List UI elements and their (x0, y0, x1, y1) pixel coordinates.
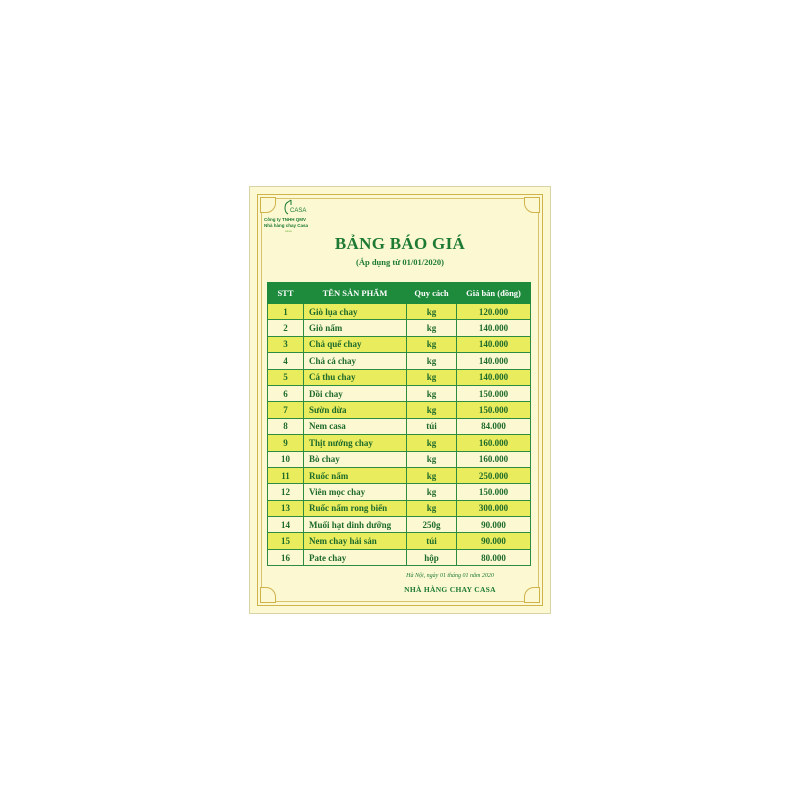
row-stt: 1 (268, 304, 304, 320)
table-row (268, 549, 531, 565)
row-price: 120.000 (457, 304, 531, 320)
row-stt: 13 (268, 500, 304, 516)
row-stt: 16 (268, 549, 304, 565)
row-unit: túi (407, 533, 457, 549)
header-price: Giá bán (đồng) (457, 283, 531, 304)
row-price: 150.000 (457, 484, 531, 500)
row-unit: 250g (407, 517, 457, 533)
row-stt: 2 (268, 320, 304, 336)
header-stt: STT (268, 283, 304, 304)
row-product-name: Cá thu chay (304, 369, 407, 385)
row-stt: 10 (268, 451, 304, 467)
logo-tagline: casa (285, 229, 292, 233)
row-price: 84.000 (457, 418, 531, 434)
row-unit: kg (407, 320, 457, 336)
table-header-row (268, 283, 531, 304)
row-unit: kg (407, 451, 457, 467)
row-price: 140.000 (457, 353, 531, 369)
row-price: 160.000 (457, 435, 531, 451)
row-unit: kg (407, 500, 457, 516)
row-price: 300.000 (457, 500, 531, 516)
row-unit: kg (407, 484, 457, 500)
footer-date: Hà Nội, ngày 01 tháng 01 năm 2020 (406, 573, 494, 579)
row-product-name: Thịt nướng chay (304, 435, 407, 451)
table-row (268, 336, 531, 352)
row-product-name: Nem chay hải sản (304, 533, 407, 549)
page-title: BẢNG BÁO GIÁ (334, 234, 466, 253)
row-product-name: Ruốc nấm (304, 467, 407, 483)
row-stt: 3 (268, 336, 304, 352)
row-price: 90.000 (457, 517, 531, 533)
row-price: 140.000 (457, 336, 531, 352)
row-price: 80.000 (457, 549, 531, 565)
table-row (268, 353, 531, 369)
row-product-name: Giò lụa chay (304, 304, 407, 320)
table-row (268, 369, 531, 385)
logo-company-name: Công ty TNHH QMV (264, 217, 306, 222)
row-unit: kg (407, 304, 457, 320)
row-unit: kg (407, 336, 457, 352)
row-stt: 11 (268, 467, 304, 483)
row-unit: kg (407, 435, 457, 451)
row-product-name: Viên mọc chay (304, 484, 407, 500)
row-price: 250.000 (457, 467, 531, 483)
footer-signature: NHÀ HÀNG CHAY CASA (404, 585, 496, 594)
header-unit: Quy cách (407, 283, 457, 304)
row-price: 150.000 (457, 385, 531, 401)
row-price: 150.000 (457, 402, 531, 418)
row-product-name: Ruốc nấm rong biển (304, 500, 407, 516)
casa-logo-icon (282, 199, 307, 217)
row-unit: kg (407, 467, 457, 483)
row-product-name: Pate chay (304, 549, 407, 565)
row-unit: kg (407, 369, 457, 385)
row-price: 140.000 (457, 369, 531, 385)
row-product-name: Giò nấm (304, 320, 407, 336)
row-product-name: Muối hạt dinh dưỡng (304, 517, 407, 533)
row-unit: hộp (407, 549, 457, 565)
table-row (268, 435, 531, 451)
table-row (268, 402, 531, 418)
row-stt: 5 (268, 369, 304, 385)
row-price: 90.000 (457, 533, 531, 549)
effective-date: (Áp dụng từ 01/01/2020) (356, 257, 444, 267)
row-stt: 12 (268, 484, 304, 500)
row-product-name: Sườn dừa (304, 402, 407, 418)
table-row (268, 385, 531, 401)
table-row (268, 467, 531, 483)
table-row (268, 320, 531, 336)
corner-ornament (524, 587, 540, 603)
price-table (267, 282, 531, 566)
row-stt: 15 (268, 533, 304, 549)
row-unit: kg (407, 353, 457, 369)
row-unit: kg (407, 385, 457, 401)
row-stt: 4 (268, 353, 304, 369)
row-stt: 7 (268, 402, 304, 418)
row-product-name: Bò chay (304, 451, 407, 467)
table-row (268, 451, 531, 467)
row-product-name: Chả cá chay (304, 353, 407, 369)
table-row (268, 500, 531, 516)
svg-text:CASA: CASA (290, 208, 307, 214)
row-price: 160.000 (457, 451, 531, 467)
header-product-name: TÊN SẢN PHẨM (304, 283, 407, 304)
table-row (268, 304, 531, 320)
logo-restaurant-name: Nhà hàng chay Casa (264, 223, 309, 228)
table-row (268, 484, 531, 500)
row-unit: túi (407, 418, 457, 434)
row-price: 140.000 (457, 320, 531, 336)
table-row (268, 418, 531, 434)
table-row (268, 517, 531, 533)
row-stt: 14 (268, 517, 304, 533)
row-stt: 8 (268, 418, 304, 434)
row-stt: 9 (268, 435, 304, 451)
row-product-name: Dồi chay (304, 385, 407, 401)
row-stt: 6 (268, 385, 304, 401)
row-unit: kg (407, 402, 457, 418)
table-row (268, 533, 531, 549)
row-product-name: Chả quế chay (304, 336, 407, 352)
row-product-name: Nem casa (304, 418, 407, 434)
